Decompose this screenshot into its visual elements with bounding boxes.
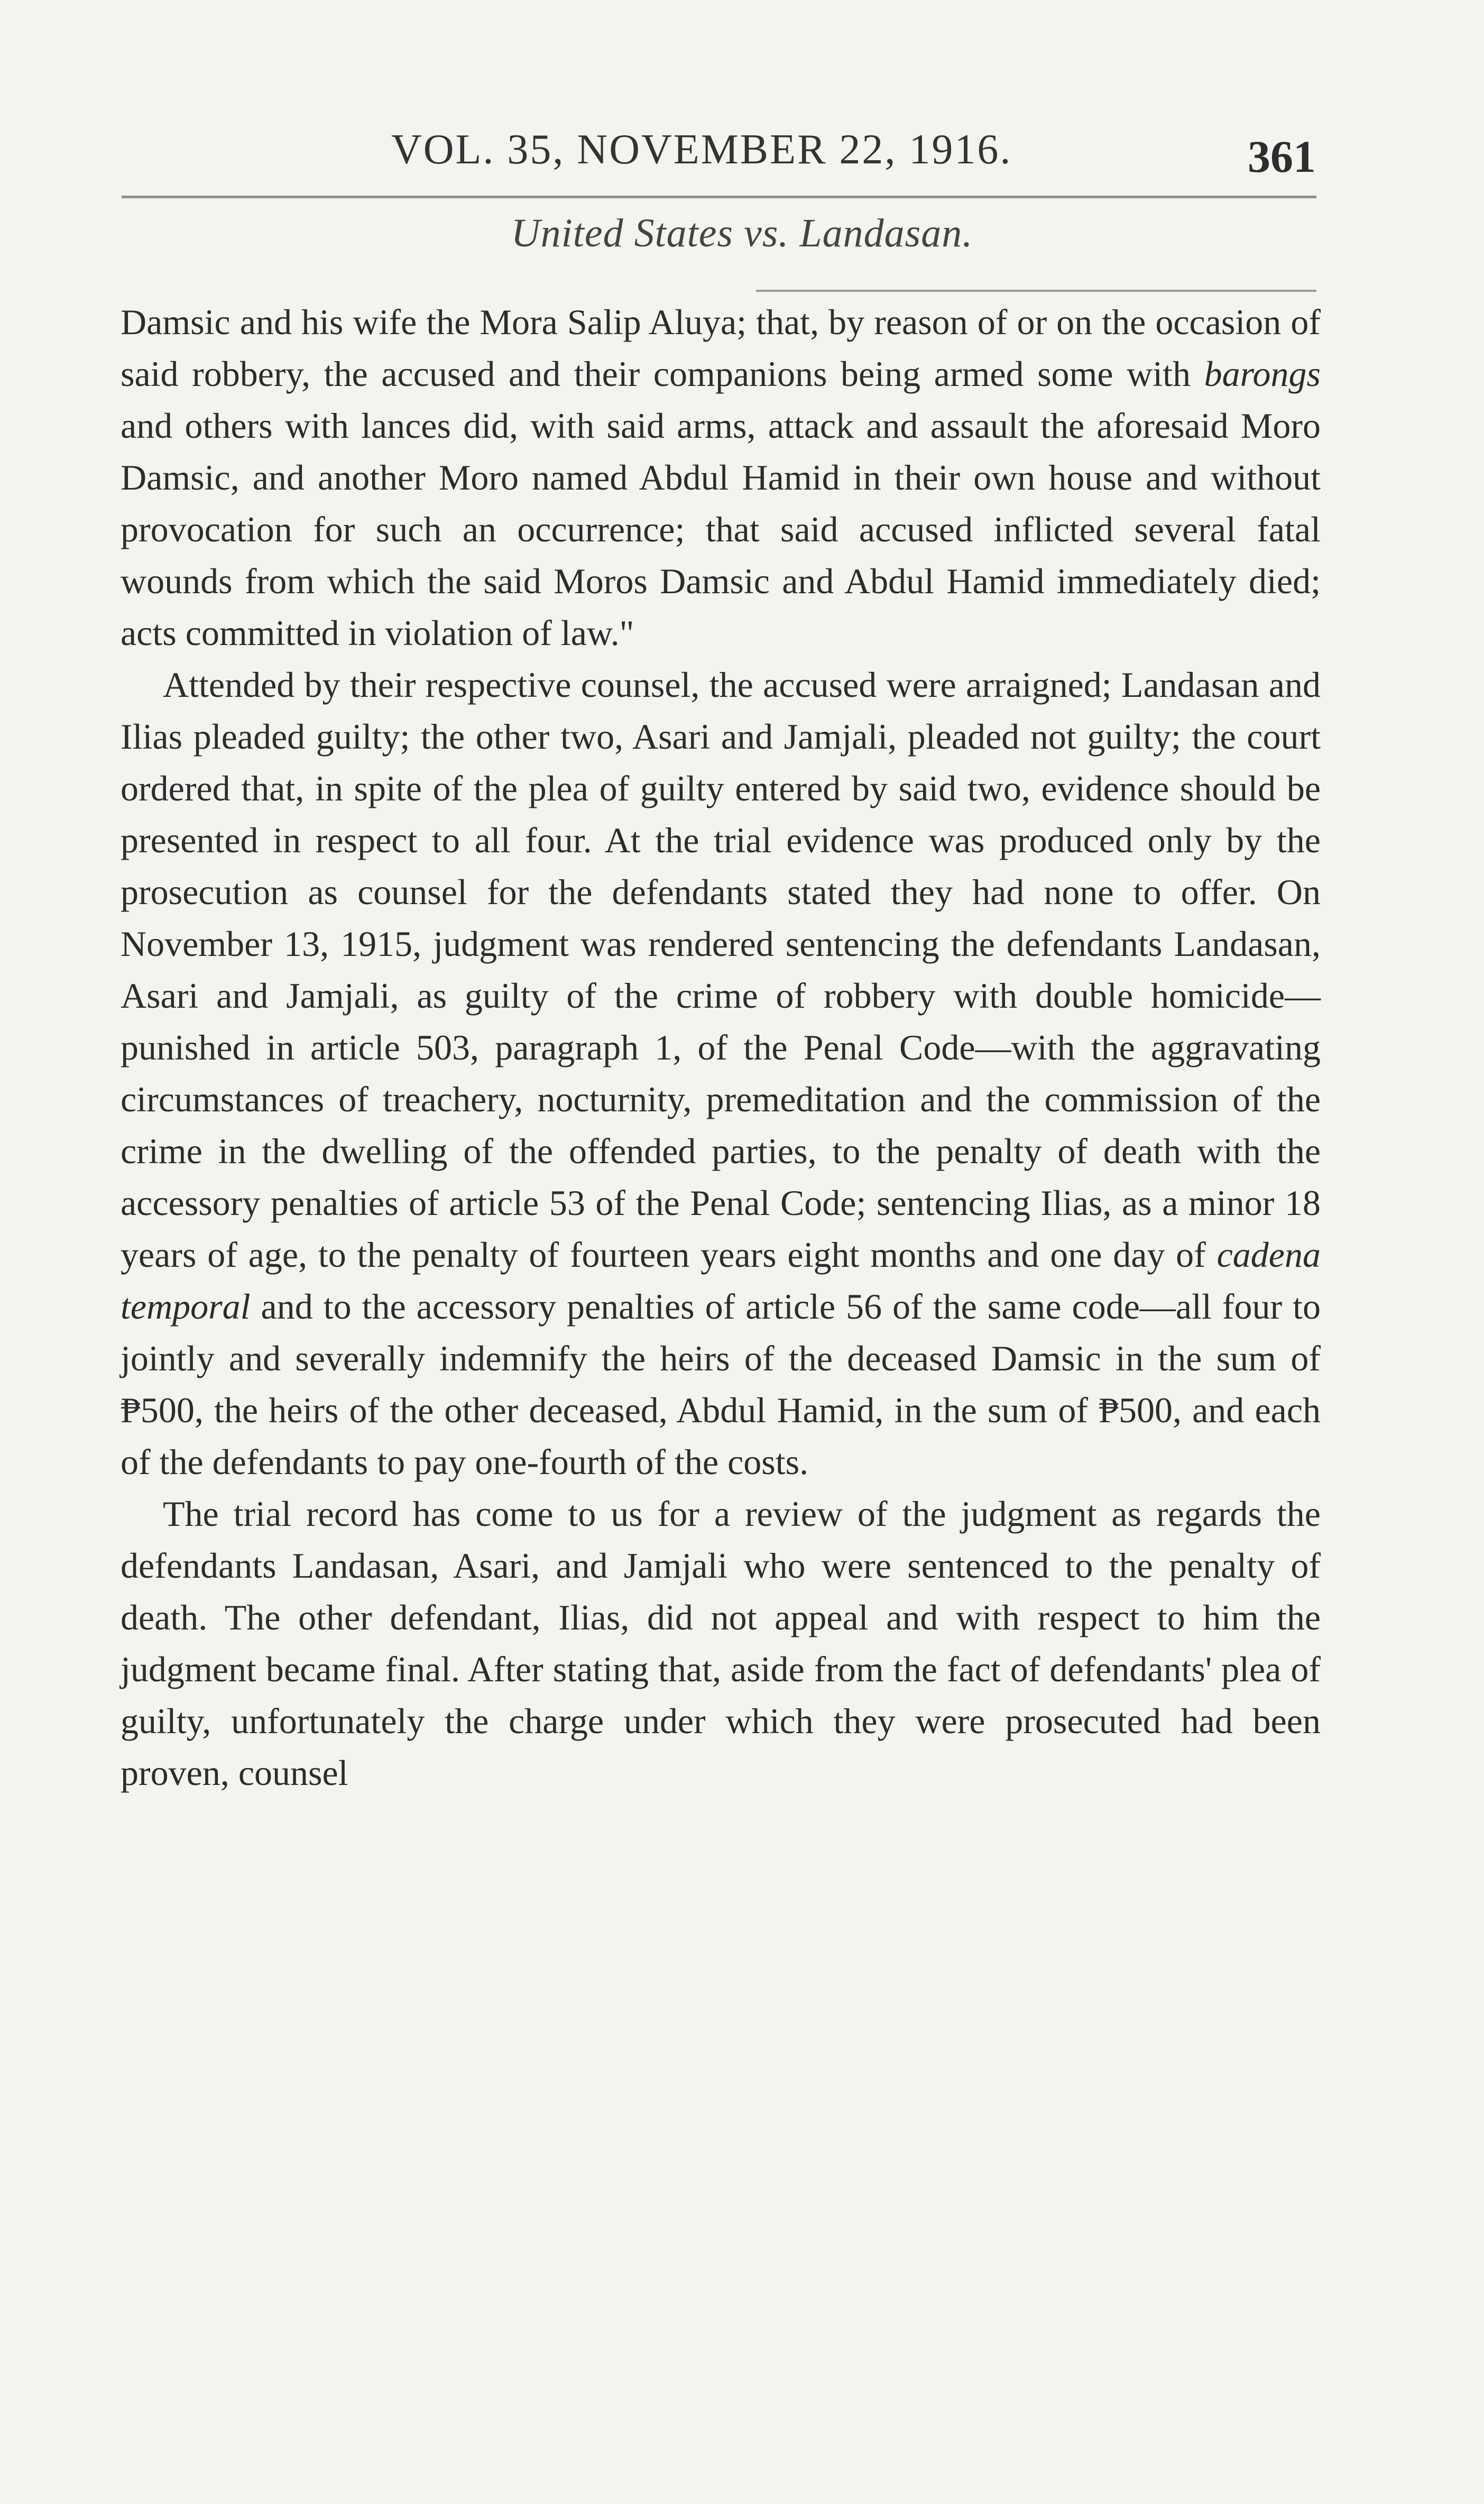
body-text — [121, 296, 1321, 1799]
italic-term: barongs — [1204, 354, 1321, 394]
paragraph-review: The trial record has come to us for a review of the judgment as regards the defendants Landasan, Asari, and Jamjali who were sentenced to the penalty of death. The other defendant, Ilias, did not appeal and with respect to him the judgment became final. After stating that, aside from the fact of defendants' plea of guilty, unfortunately the charge under which they were prosecuted had been proven, counsel — [121, 1494, 1321, 1793]
volume-date-line: VOL. 35, NOVEMBER 22, 1916. — [391, 126, 1012, 173]
running-head — [0, 111, 1484, 182]
page-number: 361 — [1248, 131, 1316, 182]
header-rule — [122, 196, 1316, 198]
case-title: United States vs. Landasan. — [511, 211, 973, 255]
paragraph-arraignment: Attended by their respective counsel, the accused were arraigned; Landasan and Ilias pleaded guilty; the other two, Asari and Jamjali, pleaded not guilty; the court ordered that, in spite of the plea of guilty entered by said two, evidence should be presented in respect to all four. At the trial evidence was produced only by the prosecution as counsel for the defendants stated they had none to offer. On November 13, 1915, judgment was rendered sentencing the defendants Landasan, Asari and Jamjali, as guilty of the crime of robbery with double homicide—punished in article 503, paragraph 1, of the Penal Code—with the aggravating circumstances of treachery, nocturnity, premeditation and the commission of the crime in the dwelling of the offended parties, to the penalty of death with the accessory penalties of article 53 of the Penal Code; sentencing Ilias, as a minor 18 years of age, to the penalty of fourteen years eight months and one day of cadena temporal and to the accessory penalties of article 56 of the same code—all four to jointly and severally indemnify the heirs of the deceased Damsic in the sum of ₱500, the heirs of the other deceased, Abdul Hamid, in the sum of ₱500, and each of the defendants to pay one-fourth of the costs. — [121, 665, 1321, 1482]
paragraph-continued: Damsic and his wife the Mora Salip Aluya; that, by reason of or on the occasion of said robbery, the accused and their companions being armed some with barongs and others with lances did, with said arms, attack and assault the aforesaid Moro Damsic, and another Moro named Abdul Hamid in their own house and without provocation for such an occurrence; that said accused inflicted several fatal wounds from which the said Moros Damsic and Abdul Hamid immediately died; acts committed in violation of law." — [121, 302, 1321, 653]
title-rule — [756, 290, 1316, 292]
italic-term: cadena temporal — [121, 1235, 1321, 1327]
